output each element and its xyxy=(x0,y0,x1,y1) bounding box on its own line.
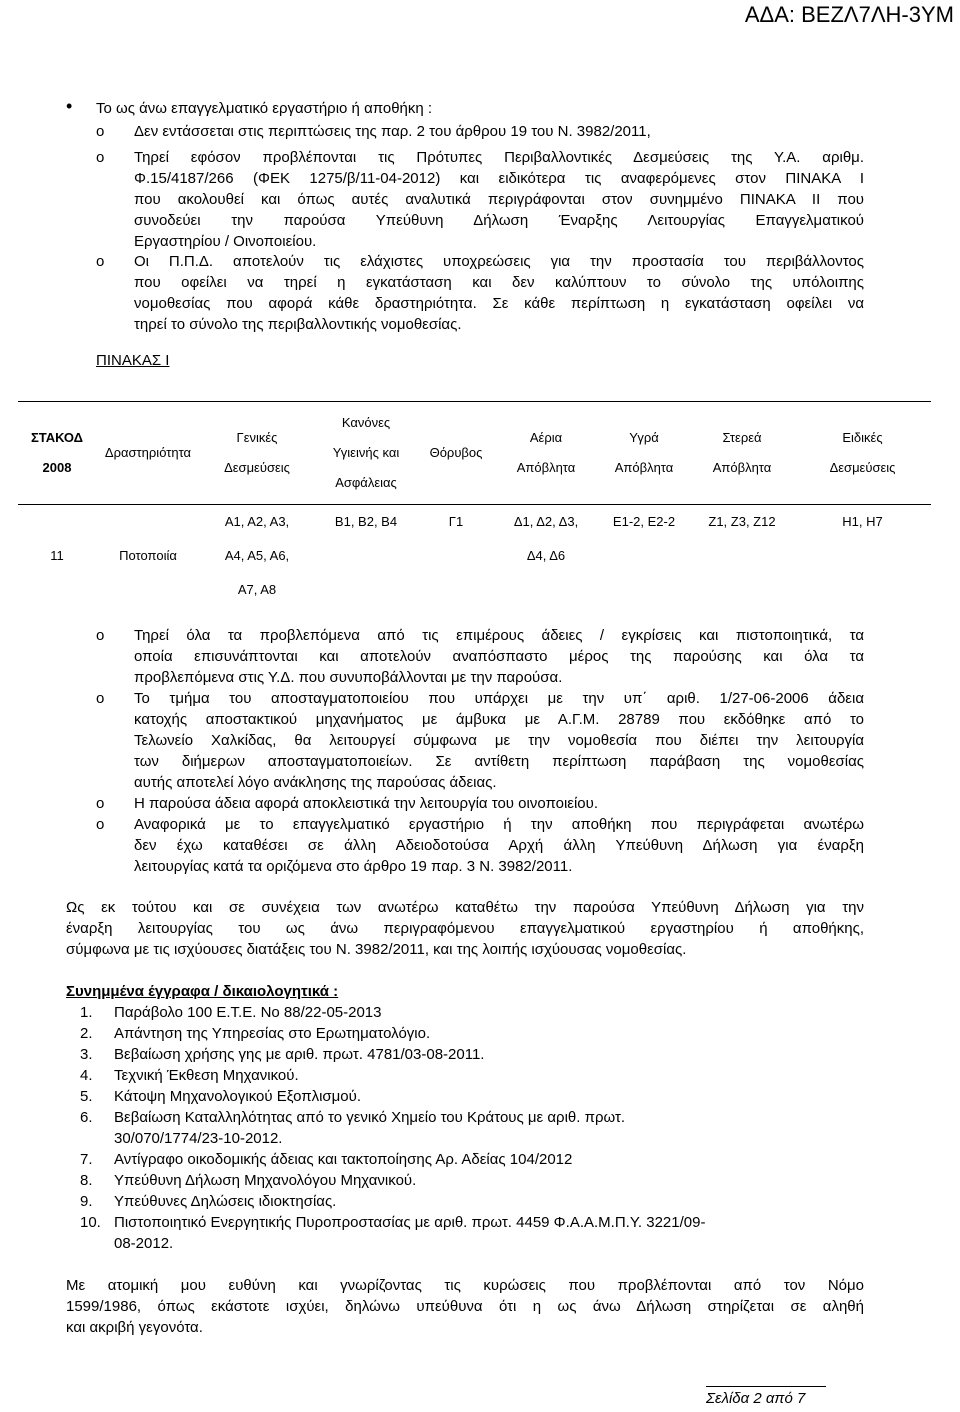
circle-marker: o xyxy=(96,795,105,812)
circle-marker: o xyxy=(96,816,105,833)
bullet-marker: • xyxy=(66,96,73,116)
circle-marker: o xyxy=(96,253,105,270)
cell-hygiene: Β1, Β2, Β4 xyxy=(334,514,398,529)
circle-marker: o xyxy=(96,627,105,644)
col-header-hygiene: Κανόνες Υγιεινής και Ασφάλειας xyxy=(314,402,418,505)
circle-marker: o xyxy=(96,149,105,166)
list-item: 8. Υπεύθυνη Δήλωση Μηχανολόγου Μηχανικού. xyxy=(80,1172,417,1189)
condition-4: Αναφορικά με το επαγγελματικό εργαστήριο ή την αποθήκη που περιγράφεται ανωτέρω δεν έχω καταθέσει σε άλλη Αδειοδοτούσα Αρχή άλλη Υπεύθυνη Δήλωση για έναρξη λειτουργίας κατά τα οριζόμενα στο άρθρο 19 παρ. 3 Ν. 3982/2011. xyxy=(134,816,864,875)
cell-air-1: Δ1, Δ2, Δ3, xyxy=(513,514,579,529)
cell-air-2: Δ4, Δ6 xyxy=(526,548,566,563)
list-item: 2. Απάντηση της Υπηρεσίας στο Ερωτηματολόγιο. xyxy=(80,1025,431,1042)
col-header-solid: Στερεά Απόβλητα xyxy=(690,402,794,505)
table-row xyxy=(18,505,931,540)
condition-2: Το τμήμα του αποσταγματοποιείου που υπάρχει με την υπ΄ αριθ. 1/27-06-2006 άδεια κατοχής αποστακτικού μηχανήματος με άμβυκα με Α.Γ.Μ. 28789 που εκδόθηκε από το Τελωνείο Χαλκίδας, θα λειτουργεί σύμφωνα με την νομοθεσία που διέπει την λειτουργία των διήμερων αποσταγματοποιείων. Σε αντίθετη περίπτωση παράβαση της νομοθεσίας αυτής αποτελεί λόγο ανάκλησης της παρούσας άδειας. xyxy=(134,690,864,791)
table-header-row xyxy=(18,402,931,505)
list-item: 7. Αντίγραφο οικοδομικής άδειας και τακτοποίησης Αρ. Αδείας 104/2012 xyxy=(80,1151,573,1168)
table-row xyxy=(18,573,931,607)
condition-3: Η παρούσα άδεια αφορά αποκλειστικά την λειτουργία του οινοποιείου. xyxy=(134,795,599,812)
list-item: 6. Βεβαίωση Καταλληλότητας από το γενικό Χημείο του Κράτους με αριθ. πρωτ. 30/070/1774/23-10-2012. xyxy=(80,1109,626,1147)
col-header-activity: Δραστηριότητα xyxy=(96,402,200,505)
attachments-title: Συνημμένα έγγραφα / δικαιολογητικά : xyxy=(66,983,339,1000)
circle-marker: o xyxy=(96,690,105,707)
list-item: 5. Κάτοψη Μηχανολογικού Εξοπλισμού. xyxy=(80,1088,362,1105)
cell-liquid: Ε1-2, Ε2-2 xyxy=(612,514,676,529)
table-pinakas-1 xyxy=(18,401,931,607)
cell-activity: Ποτοποιία xyxy=(119,548,177,563)
intro-item-2: Τηρεί εφόσον προβλέπονται τις Πρότυπες Περιβαλλοντικές Δεσμεύσεις της Υ.Α. αριθμ. Φ.15/4187/266 (ΦΕΚ 1275/β/11-04-2012) και ειδικότερα τις αναφερόμενες στον ΠΙΝΑΚΑ Ι που ακολουθεί και όπως αυτές αναλυτικά περιγράφονται στον συνημμένο ΠΙΝΑΚΑ ΙΙ που συνοδεύει την παρούσα Υπεύθυνη Δήλωση Έναρξης Λειτουργίας Επαγγελματικού Εργαστηρίου / Οινοποιείου. xyxy=(134,149,864,250)
intro-item-1: Δεν εντάσσεται στις περιπτώσεις της παρ. 2 του άρθρου 19 του Ν. 3982/2011, xyxy=(134,123,651,140)
list-item: 10. Πιστοποιητικό Ενεργητικής Πυροπροστασίας με αριθ. πρωτ. 4459 Φ.Α.Α.Μ.Π.Υ. 3221/09- 08-2012. xyxy=(80,1214,706,1252)
cell-stakod: 11 xyxy=(50,548,64,563)
cell-special: Η1, Η7 xyxy=(842,514,883,529)
page-number: Σελίδα 2 από 7 xyxy=(706,1390,806,1407)
cell-solid: Ζ1, Ζ3, Ζ12 xyxy=(708,514,776,529)
condition-1: Τηρεί όλα τα προβλεπόμενα από τις επιμέρους άδειες / εγκρίσεις και πιστοποιητικά, τα οποία επισυνάπτονται και αποτελούν αναπόσπαστο μέρος της παρούσης και όλα τα προβλεπόμενα στις Υ.Δ. που συνυποβάλλονται με την παρούσα. xyxy=(134,627,864,686)
intro-item-3: Οι Π.Π.Δ. αποτελούν τις ελάχιστες υποχρεώσεις για την προστασία του περιβάλλοντος που οφείλει να τηρεί η εγκατάσταση και δεν καλύπτουν το σύνολο της υπόλοιπης νομοθεσίας που αφορά κάθε δραστηριότητα. Σε κάθε περίπτωση η εγκατάσταση οφείλει να τηρεί το σύνολο της περιβαλλοντικής νομοθεσίας. xyxy=(134,253,864,333)
cell-general-3: Α7, Α8 xyxy=(237,582,277,597)
circle-marker: o xyxy=(96,123,105,140)
cell-general-1: Α1, Α2, Α3, xyxy=(224,514,290,529)
intro-bullet-text: Το ως άνω επαγγελματικό εργαστήριο ή αποθήκη : xyxy=(96,100,433,117)
footer-divider xyxy=(706,1386,826,1387)
list-item: 3. Βεβαίωση χρήσης γης με αριθ. πρωτ. 4781/03-08-2011. xyxy=(80,1046,485,1063)
cell-general-2: Α4, Α5, Α6, xyxy=(224,548,290,563)
ada-code: ΑΔΑ: ΒΕΖΛ7ΛΗ-3ΥΜ xyxy=(744,2,954,27)
col-header-stakod: ΣΤΑΚΟΔ 2008 xyxy=(18,402,96,505)
list-item: 9. Υπεύθυνες Δηλώσεις ιδιοκτησίας. xyxy=(80,1193,337,1210)
list-item: 1. Παράβολο 100 Ε.Τ.Ε. Νο 88/22-05-2013 xyxy=(80,1004,382,1021)
col-header-liquid: Υγρά Απόβλητα xyxy=(598,402,690,505)
col-header-general: Γενικές Δεσμεύσεις xyxy=(200,402,314,505)
table-title: ΠΙΝΑΚΑΣ Ι xyxy=(96,352,170,369)
list-item: 4. Τεχνική Έκθεση Μηχανικού. xyxy=(80,1067,299,1084)
table-row xyxy=(18,539,931,573)
attachments-list xyxy=(80,1002,850,1254)
paragraph-responsibility: Με ατομική μου ευθύνη και γνωρίζοντας τις κυρώσεις που προβλέπονται από τον Νόμο 1599/1986, όπως εκάστοτε ισχύει, δηλώνω υπεύθυνα ότι η ως άνω Δήλωση στηρίζεται σε αληθή και ακριβή γεγονότα. xyxy=(66,1277,864,1336)
col-header-noise: Θόρυβος xyxy=(418,402,494,505)
col-header-special: Ειδικές Δεσμεύσεις xyxy=(794,402,931,505)
cell-noise: Γ1 xyxy=(448,514,464,529)
paragraph-declaration: Ως εκ τούτου και σε συνέχεια των ανωτέρω καταθέτω την παρούσα Υπεύθυνη Δήλωση για την έναρξη λειτουργίας του ως άνω περιγραφόμενου επαγγελματικού εργαστηρίου ή αποθήκης, σύμφωνα με τις ισχύουσες διατάξεις του Ν. 3982/2011, και της λοιπής ισχύουσας νομοθεσίας. xyxy=(66,899,864,958)
col-header-air: Αέρια Απόβλητα xyxy=(494,402,598,505)
